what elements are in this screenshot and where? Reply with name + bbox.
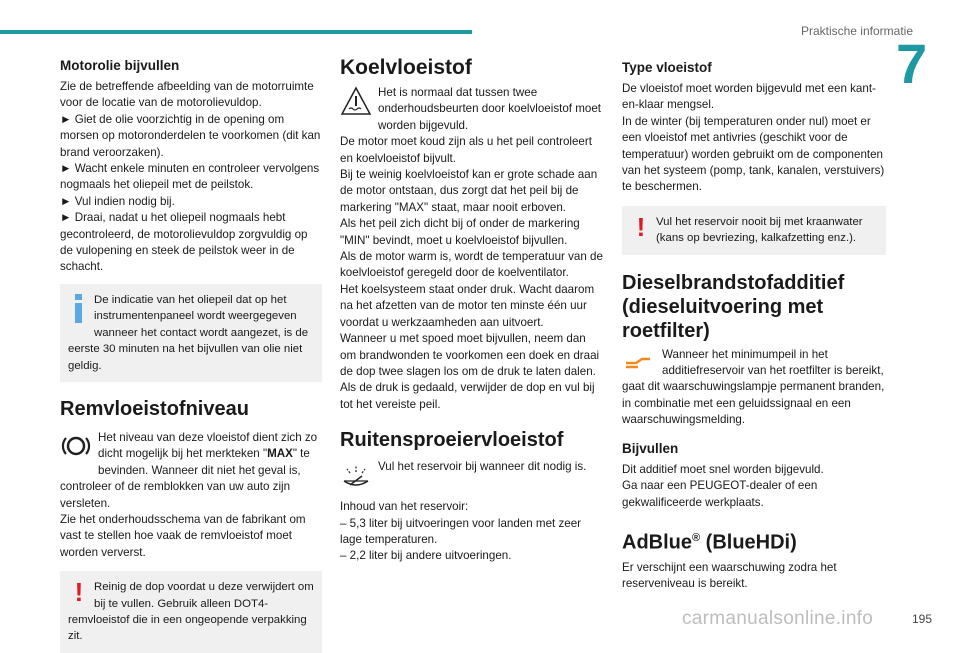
coolant-line-3: Als de motor warm is, wordt de temperatuur van de koelvloeistof geregeld door de koelventilator. <box>340 250 603 280</box>
page-number: 195 <box>911 612 932 626</box>
column-left <box>60 55 322 653</box>
adblue-heading <box>622 525 886 556</box>
washer-fluid-icon <box>340 459 372 491</box>
washer-content-label: Inhoud van het reservoir: <box>340 500 469 514</box>
washer-item-1: – 2,2 liter bij andere uitvoeringen. <box>340 549 512 563</box>
refill-heading: Bijvullen <box>622 440 679 456</box>
top-accent-bar <box>0 30 472 34</box>
oil-text-2: ► Wacht enkele minuten en controleer vervolgens nogmaals het oliepeil met de peilstok. <box>60 162 320 192</box>
coolant-warning-icon <box>340 85 372 117</box>
section-header: Praktische informatie <box>800 24 913 38</box>
chapter-number: 7 <box>896 32 928 95</box>
refill-line-0: Dit additief moet snel worden bijgevuld. <box>622 462 824 476</box>
coolant-line-6: Als de druk is gedaald, verwijder de dop en vul bij tot het vereiste peil. <box>340 381 595 411</box>
fuel-additive-warning-icon <box>622 347 656 377</box>
warning-exclamation-icon: ! <box>636 211 646 242</box>
diesel-additive-heading: Dieselbrandstofadditief (dieseluitvoering met roetfilter) <box>622 271 845 342</box>
fluid-type-note-text: Vul het reservoir nooit bij met kraanwater (kans op bevriezing, kalkafzetting enz.). <box>656 215 863 245</box>
refill-line-1: Ga naar een PEUGEOT-dealer of een gekwalificeerde werkplaats. <box>622 479 818 509</box>
brake-fluid-heading: Remvloeistofniveau <box>60 397 249 420</box>
coolant-intro: Het is normaal dat tussen twee onderhoudsbeurten door koelvloeistof moet worden bijgevuld. <box>378 86 602 132</box>
oil-text-4: ► Draai, nadat u het oliepeil nogmaals hebt gecontroleerd, de motorolievuldop zorgvuldig op de vulopening en steek de peilstok weer in de schacht. <box>60 211 308 274</box>
brake-text-b: " te bevinden. Wanneer dit niet het geval is, controleer of de remblokken van uw auto zijn versleten. <box>60 447 310 510</box>
washer-item-0: – 5,3 liter bij uitvoeringen voor landen met zeer lage temperaturen. <box>340 516 582 546</box>
brake-fluid-icon <box>60 430 92 462</box>
coolant-line-0: De motor moet koud zijn als u het peil controleert en koelvloeistof bijvult. <box>340 135 592 165</box>
coolant-heading: Koelvloeistof <box>340 56 472 79</box>
oil-note-text: De indicatie van het oliepeil dat op het instrumentenpaneel wordt weergegeven wanneer het contact wordt aangezet, is de eerste 30 minuten na het bijvullen van olie niet geldig. <box>68 293 309 372</box>
column-middle <box>340 55 604 565</box>
warning-exclamation-icon: ! <box>74 577 84 608</box>
fluid-type-line-0: De vloeistof moet worden bijgevuld met een kant-en-klaar mengsel. <box>622 82 876 112</box>
coolant-line-4: Het koelsysteem staat onder druk. Wacht daarom na het afzetten van de motor ten minste één uur voordat u werkzaamheden aan uitvoert. <box>340 282 595 329</box>
washer-intro: Vul het reservoir bij wanneer dit nodig is. <box>378 460 587 474</box>
diesel-additive-text: Wanneer het minimumpeil in het additiefreservoir van het roetfilter is bereikt, gaat dit waarschuwingslampje permanent branden, in combinatie met een geluidssignaal en een waarschuwingsmelding. <box>622 347 885 427</box>
adblue-suffix: (BlueHDi) <box>700 531 797 554</box>
coolant-line-1: Bij te weinig koelvloeistof kan er grote schade aan de motor ontstaan, dus zorgt dat het peil bij de markering "MAX" staat, maar nooit erboven. <box>340 168 598 214</box>
oil-text-0: Zie de betreffende afbeelding van de motorruimte voor de locatie van de motorolievuldop. <box>60 80 314 110</box>
coolant-line-2: Als het peil zich dicht bij of onder de markering "MIN" bevindt, moet u koelvloeistof bijvullen. <box>340 217 580 247</box>
brake-note-text: Reinig de dop voordat u deze verwijdert om bij te vullen. Gebruik alleen DOT4-remvloeistof die in een ongeopende verpakking zit. <box>68 581 314 643</box>
fluid-type-line-1: In de winter (bij temperaturen onder nul) moet er een vloeistof met antivries (geschikt voor de temperatuur) worden gebruikt om de componenten van het systeem (pomp, tank, kanalen, verstuivers) te beschermen. <box>622 114 885 194</box>
brake-text <box>60 430 322 512</box>
oil-info-note <box>60 284 322 382</box>
fluid-type-warning-note <box>622 206 886 255</box>
oil-refill-heading: Motorolie bijvullen <box>60 58 180 73</box>
adblue-title: AdBlue <box>622 531 692 554</box>
fluid-type-heading: Type vloeistof <box>622 60 712 75</box>
info-icon <box>68 292 90 326</box>
column-right <box>622 55 886 592</box>
coolant-line-5: Wanneer u met spoed moet bijvullen, neem dan om brandwonden te voorkomen een doek en draai de dop twee slagen los om de druk te laten dalen. <box>340 332 600 378</box>
brake-text-2: Zie het onderhoudsschema van de fabrikant om vast te stellen hoe vaak de remvloeistof moet worden ververst. <box>60 512 306 559</box>
brake-max-mark: MAX <box>267 447 293 461</box>
oil-text-3: ► Vul indien nodig bij. <box>60 194 175 208</box>
brake-text-a: Het niveau van deze vloeistof dient zich zo dicht mogelijk bij het merkteken " <box>98 430 318 461</box>
oil-text-1: ► Giet de olie voorzichtig in de opening om morsen op motoronderdelen te voorkomen (dit kan brand veroorzaken). <box>60 112 321 159</box>
watermark: carmanualsonline.info <box>682 608 874 629</box>
washer-fluid-heading: Ruitensproeiervloeistof <box>340 429 564 452</box>
adblue-text: Er verschijnt een waarschuwing zodra het reserveniveau is bereikt. <box>622 560 837 590</box>
adblue-registered-mark: ® <box>692 531 701 544</box>
brake-warning-note <box>60 571 322 653</box>
